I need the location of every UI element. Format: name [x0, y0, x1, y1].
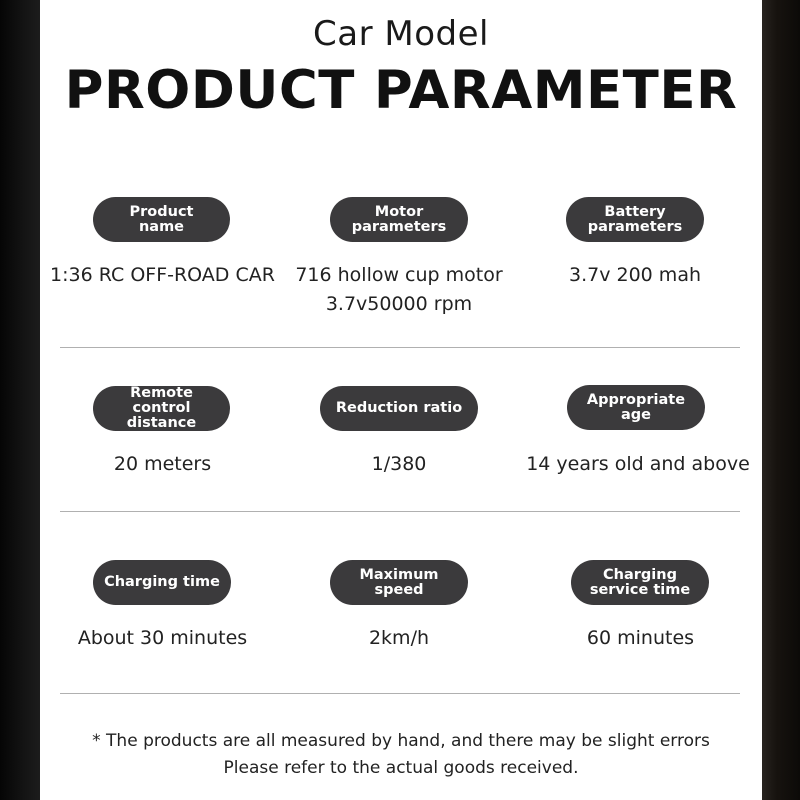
- param-label-reduction-ratio: Reduction ratio: [320, 386, 478, 431]
- param-value-maximum-speed: 2km/h: [368, 627, 430, 649]
- param-label-remote-distance: Remote control distance: [93, 386, 230, 431]
- param-value-battery-parameters: 3.7v 200 mah: [569, 264, 701, 286]
- param-label-maximum-speed: Maximum speed: [330, 560, 468, 605]
- right-frame-edge: [760, 0, 800, 800]
- left-frame-edge: [0, 0, 40, 800]
- param-value-reduction-ratio: 1/380: [371, 453, 427, 475]
- row-divider: [60, 347, 740, 348]
- param-value-charging-service-time: 60 minutes: [586, 627, 695, 649]
- param-label-motor-parameters: Motor parameters: [330, 197, 468, 242]
- param-label-appropriate-age: Appropriate age: [567, 385, 705, 430]
- page-title: PRODUCT PARAMETER: [64, 60, 738, 121]
- param-value-remote-distance: 20 meters: [113, 453, 212, 475]
- param-value-product-name: 1:36 RC OFF-ROAD CAR: [50, 264, 275, 286]
- param-label-charging-time: Charging time: [93, 560, 231, 605]
- disclaimer-line-1: * The products are all measured by hand, and there may be slight errors: [92, 731, 710, 751]
- row-divider: [60, 511, 740, 512]
- row-divider: [60, 693, 740, 694]
- param-label-charging-service-time: Charging service time: [571, 560, 709, 605]
- page-subtitle: Car Model: [313, 14, 489, 54]
- param-value-motor-parameters: 716 hollow cup motor 3.7v50000 rpm: [295, 264, 503, 315]
- product-parameter-card: [40, 0, 762, 800]
- param-value-appropriate-age: 14 years old and above: [526, 453, 750, 475]
- disclaimer-line-2: Please refer to the actual goods received.: [223, 758, 579, 778]
- param-label-battery-parameters: Battery parameters: [566, 197, 704, 242]
- param-value-charging-time: About 30 minutes: [77, 627, 248, 649]
- param-label-product-name: Product name: [93, 197, 230, 242]
